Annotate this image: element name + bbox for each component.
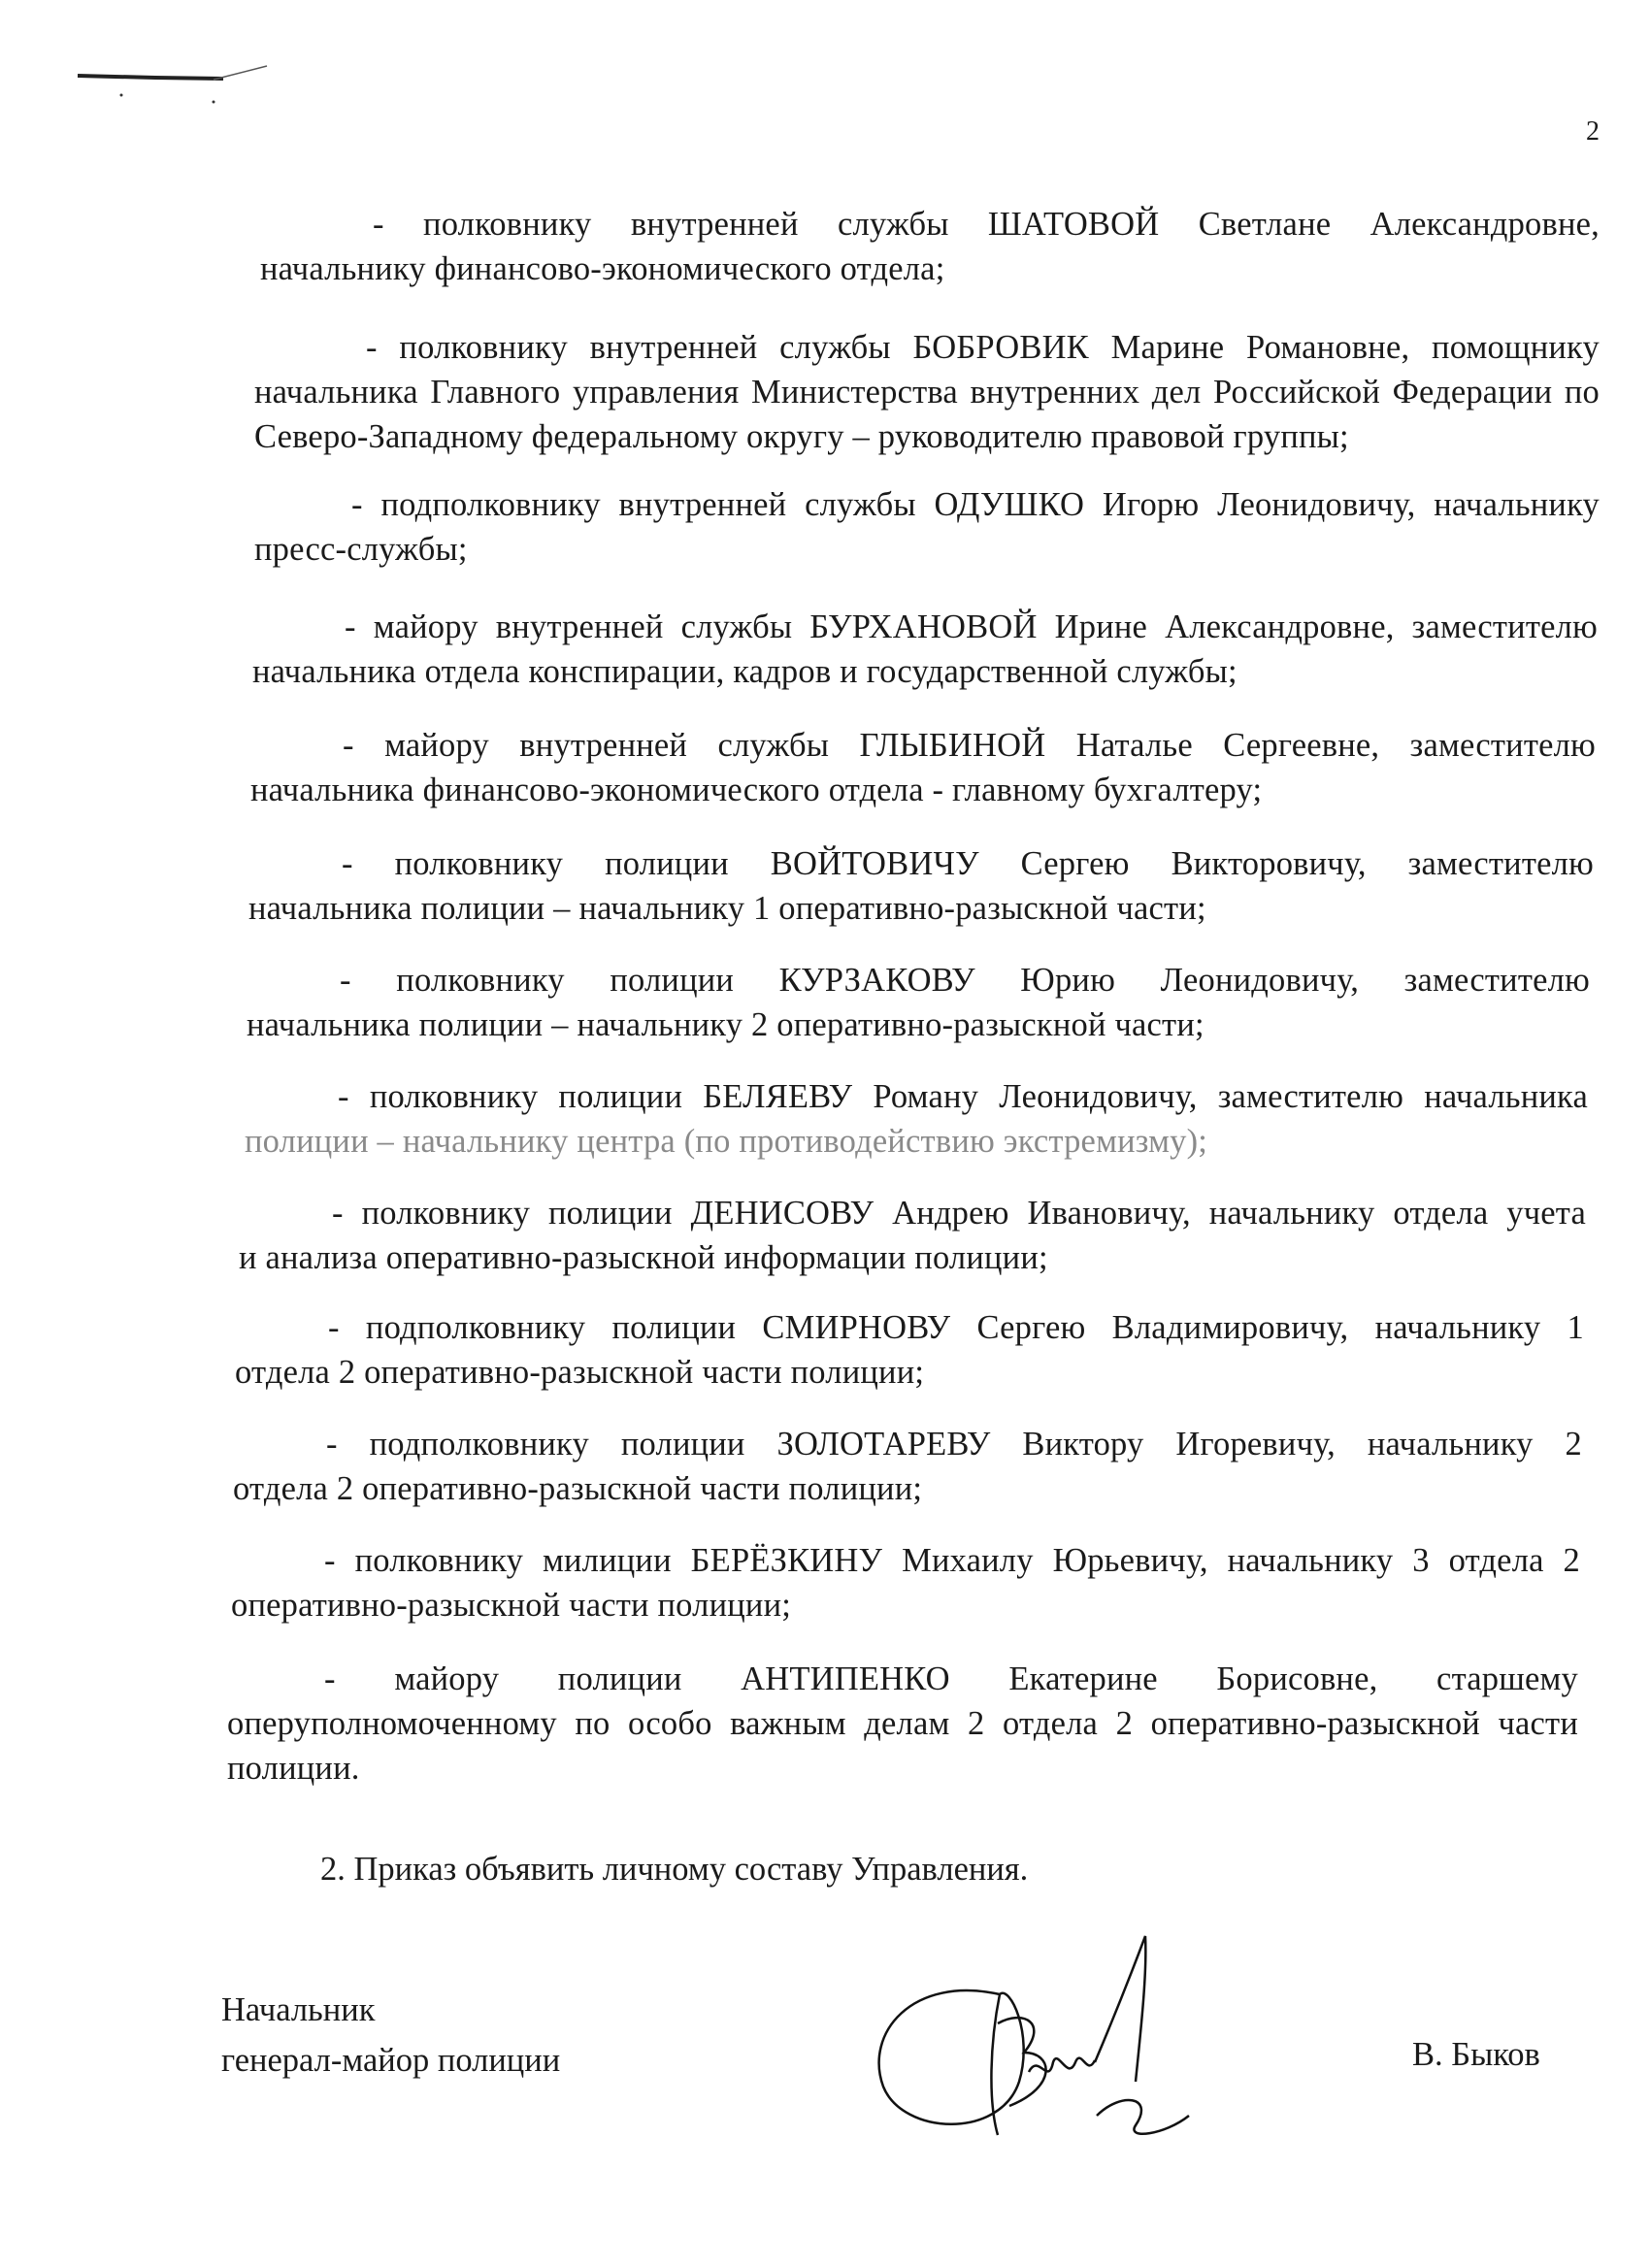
signer-title: Начальник [221,1991,376,2028]
list-item [254,482,1600,572]
list-item-text: начальнику финансово-экономического отдела; [260,250,945,287]
list-item-first-line: - полковнику внутренней службы БОБРОВИК Марине Романовне, помощнику [366,329,1600,366]
list-item-text: полиции – начальнику центра (по противодействию экстремизму); [245,1123,1208,1160]
list-item [239,1191,1586,1280]
list-item [245,1074,1588,1164]
list-item [233,1422,1582,1511]
list-item-first-line: - майору полиции АНТИПЕНКО Екатерине Борисовне, старшему [324,1660,1578,1697]
page-number: 2 [1586,116,1600,147]
handwritten-signature-icon [854,1917,1223,2169]
list-item-text: оперуполномоченному по особо важным делам 2 отдела 2 оперативно-разыскной части полиции. [227,1705,1578,1787]
list-item-first-line: - полковнику полиции ВОЙТОВИЧУ Сергею Викторовичу, заместителю [342,845,1594,882]
signer-name: В. Быков [1412,2036,1540,2073]
list-item-first-line: - подполковнику внутренней службы ОДУШКО Игорю Леонидовичу, начальнику [351,486,1600,523]
list-item-text: начальника финансово-экономического отдела - главному бухгалтеру; [250,772,1263,808]
list-item-text: и анализа оперативно-разыскной информации полиции; [239,1239,1048,1276]
list-item-first-line: - майору внутренней службы БУРХАНОВОЙ Ирине Александровне, заместителю [345,608,1598,645]
signature-block [221,1985,560,2086]
list-item-first-line: - полковнику полиции КУРЗАКОВУ Юрию Леонидовичу, заместителю [340,962,1590,999]
list-item-first-line: - полковнику полиции БЕЛЯЕВУ Роману Леонидовичу, заместителю начальника [338,1078,1588,1115]
list-item-first-line: - подполковнику полиции СМИРНОВУ Сергею Владимировичу, начальнику 1 [328,1309,1584,1346]
list-item-first-line: - полковнику внутренней службы ШАТОВОЙ Светлане Александровне, [373,206,1600,243]
list-item-text: начальника Главного управления Министерства внутренних дел Российской Федерации по Северо-Западному федеральному округу – руководителю правовой группы; [254,374,1600,455]
list-item [252,605,1598,694]
scan-artifact-icon [68,49,281,116]
list-item [248,841,1594,931]
list-item [235,1305,1584,1395]
list-item-first-line: - полковнику милиции БЕРЁЗКИНУ Михаилу Юрьевичу, начальнику 3 отдела 2 [324,1542,1580,1579]
list-item [260,202,1600,291]
order-item: 2. Приказ объявить личному составу Управления. [320,1851,1029,1888]
list-item-text: оперативно-разыскной части полиции; [231,1587,792,1624]
list-item-text: начальника отдела конспирации, кадров и государственной службы; [252,653,1238,690]
list-item [231,1538,1580,1627]
list-item-first-line: - полковнику полиции ДЕНИСОВУ Андрею Ивановичу, начальнику отдела учета [332,1195,1586,1232]
list-item [247,958,1590,1047]
list-item-text: начальника полиции – начальнику 2 оперативно-разыскной части; [247,1006,1204,1043]
list-item-text: отдела 2 оперативно-разыскной части полиции; [233,1470,923,1507]
list-item [250,723,1596,812]
list-item-text: отдела 2 оперативно-разыскной части полиции; [235,1354,925,1391]
list-item-first-line: - подполковнику полиции ЗОЛОТАРЕВУ Виктору Игоревичу, начальнику 2 [326,1426,1582,1463]
list-item-first-line: - майору внутренней службы ГЛЫБИНОЙ Наталье Сергеевне, заместителю [343,727,1596,764]
list-item [254,325,1600,459]
list-item [227,1657,1578,1791]
signer-rank: генерал-майор полиции [221,2042,561,2079]
list-item-text: пресс-службы; [254,531,468,568]
list-item-text: начальника полиции – начальнику 1 оперативно-разыскной части; [248,890,1206,927]
